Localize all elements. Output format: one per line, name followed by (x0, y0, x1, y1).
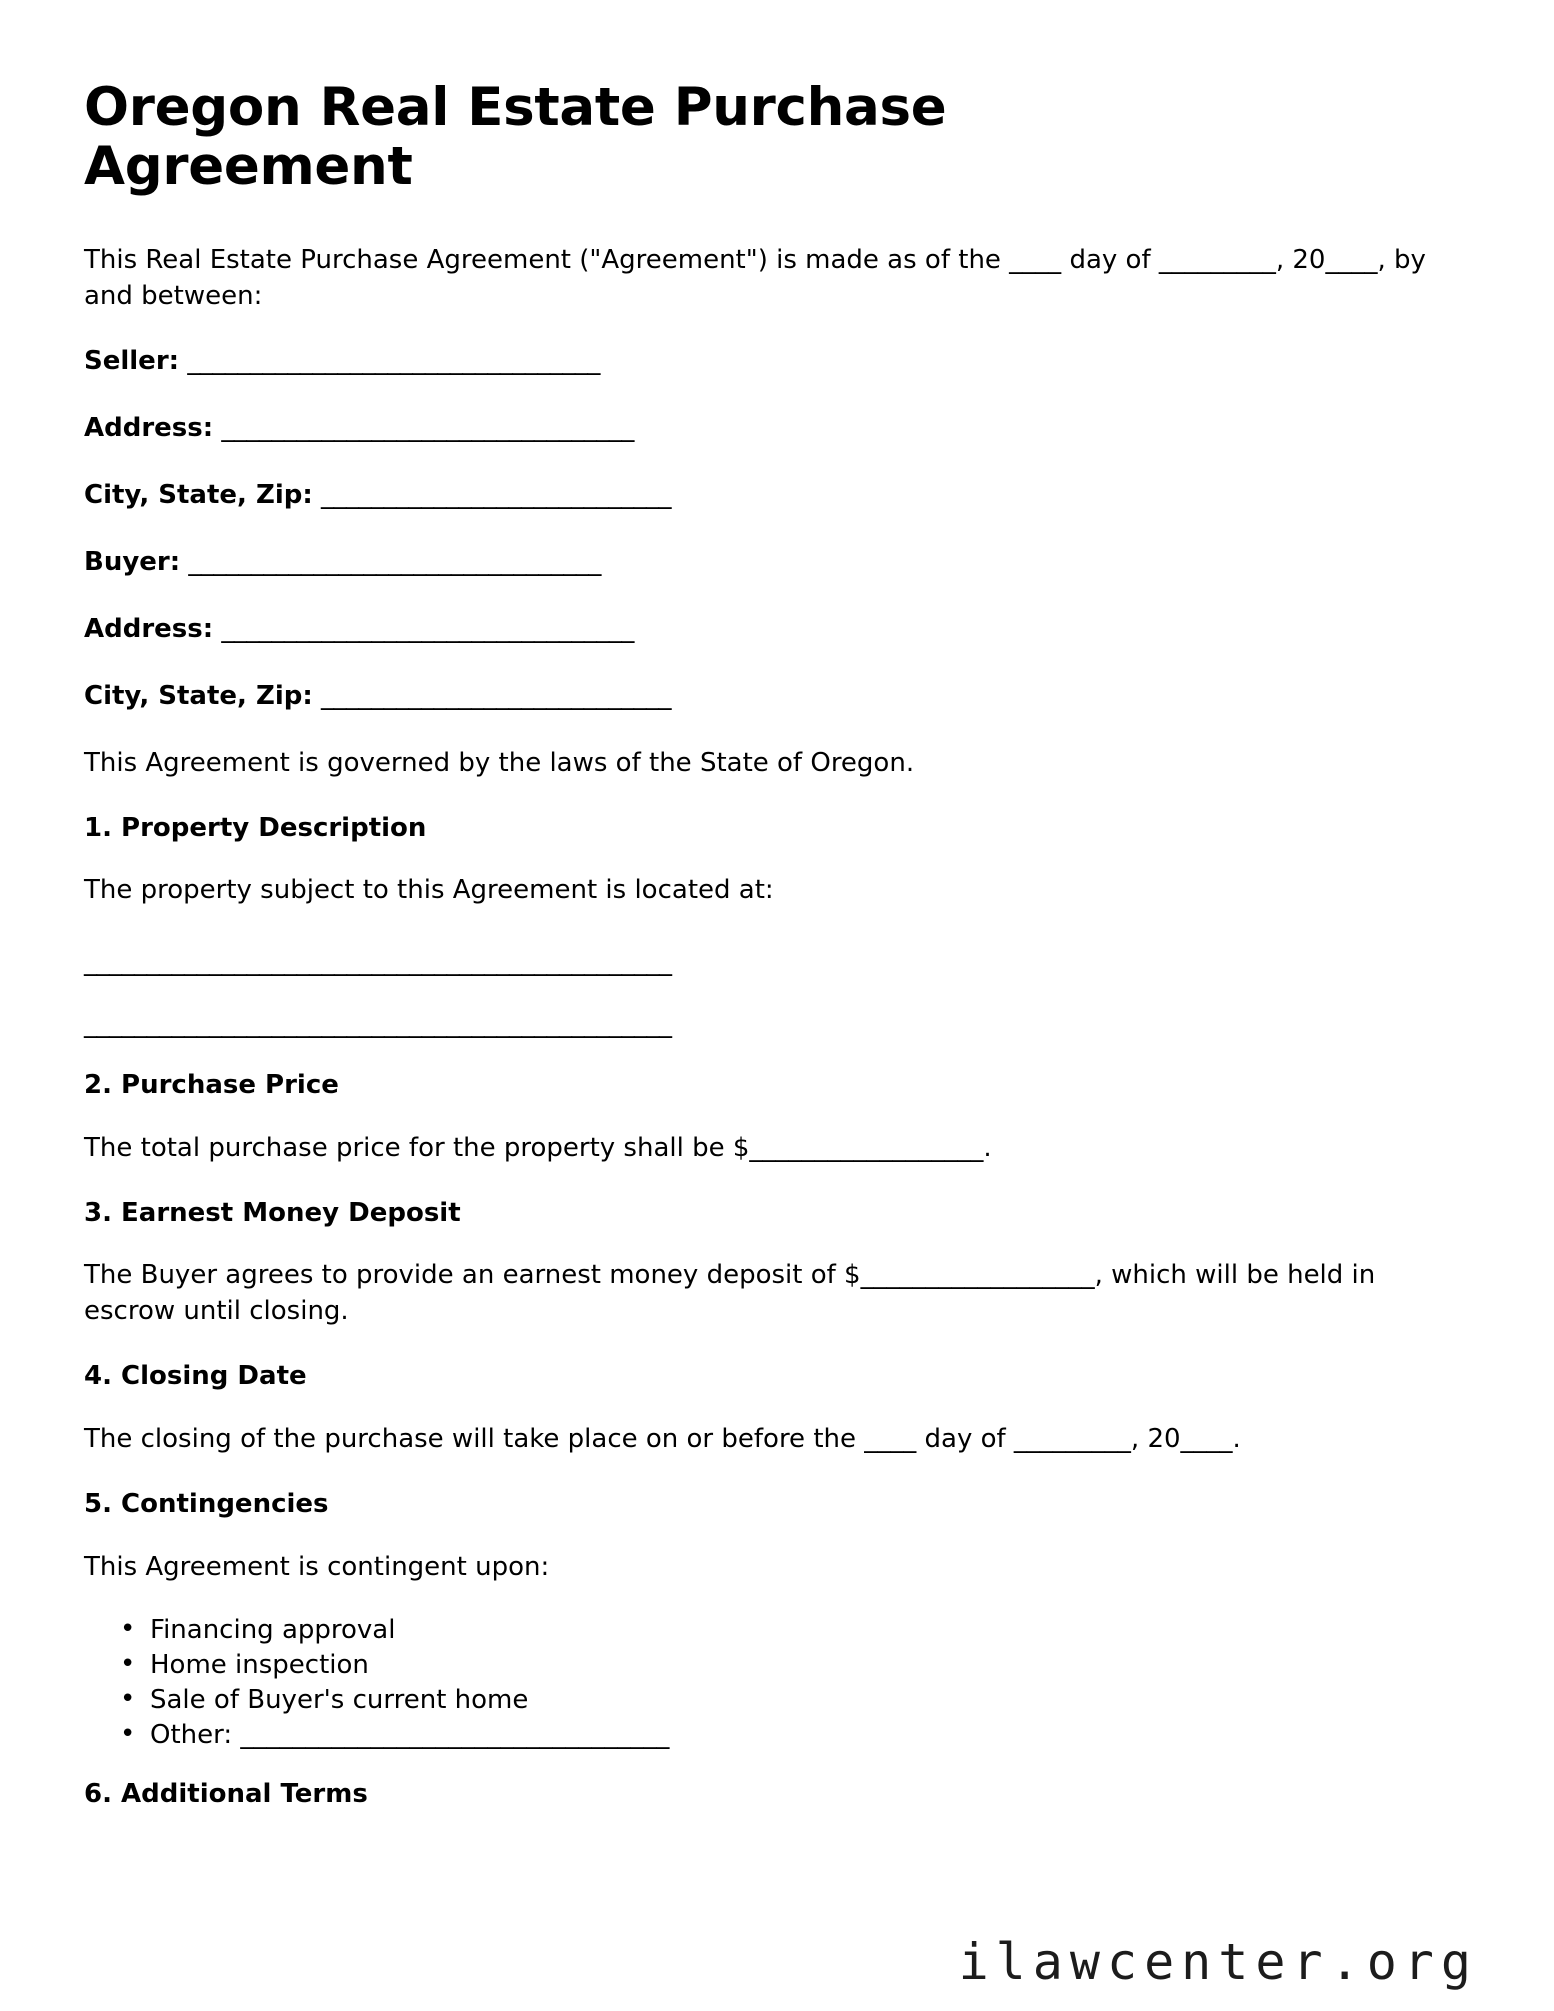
section-body-purchase-price: The total purchase price for the property shall be $__________________. (84, 1132, 992, 1163)
field-seller (84, 344, 1470, 380)
field-seller-city-state-zip (84, 478, 1470, 514)
governing-law-paragraph: This Agreement is governed by the laws of the State of Oregon. (84, 747, 915, 778)
field-seller-address-label: Address: (84, 413, 214, 444)
list-item[interactable]: • Other: _________________________________ (150, 1721, 1470, 1750)
field-buyer-city-state-zip-blank[interactable]: ____________________________ (321, 680, 672, 711)
section-heading-additional-terms: 6. Additional Terms (84, 1779, 368, 1810)
field-seller-address-blank[interactable]: _________________________________ (221, 413, 634, 444)
section-body-property-description: The property subject to this Agreement is located at: (84, 875, 774, 906)
section-heading-purchase-price: 2. Purchase Price (84, 1070, 339, 1101)
section-heading-property-description: 1. Property Description (84, 812, 427, 843)
section-body-earnest-money-deposit: The Buyer agrees to provide an earnest money deposit of $__________________, which will be held in escrow until closing. (84, 1260, 1376, 1327)
section-body-contingencies: This Agreement is contingent upon: (84, 1551, 550, 1582)
field-buyer (84, 545, 1470, 581)
page-title: Oregon Real Estate Purchase Agreement (84, 77, 947, 198)
field-buyer-address-blank[interactable]: _________________________________ (221, 613, 634, 644)
field-buyer-address-label: Address: (84, 613, 214, 644)
field-buyer-address (84, 612, 1470, 648)
property-description-blank-line-1[interactable]: _______________________________________________ (84, 947, 672, 978)
field-seller-city-state-zip-blank[interactable]: ____________________________ (321, 480, 672, 511)
list-item[interactable]: • Financing approval (150, 1616, 1470, 1645)
field-seller-blank[interactable]: _________________________________ (187, 346, 600, 377)
field-buyer-label: Buyer: (84, 547, 181, 578)
field-buyer-city-state-zip-label: City, State, Zip: (84, 680, 313, 711)
property-description-blank-line-2[interactable]: _______________________________________________ (84, 1009, 672, 1040)
list-item[interactable]: • Sale of Buyer's current home (150, 1686, 1470, 1715)
watermark: ilawcenter.org (958, 1933, 1478, 1991)
section-heading-earnest-money-deposit: 3. Earnest Money Deposit (84, 1197, 461, 1228)
field-buyer-city-state-zip (84, 679, 1470, 715)
intro-paragraph: This Real Estate Purchase Agreement ("Agreement") is made as of the ____ day of _________, 20____, by and between: (84, 244, 1426, 311)
field-buyer-blank[interactable]: _________________________________ (188, 547, 601, 578)
field-seller-address (84, 411, 1470, 447)
section-heading-closing-date: 4. Closing Date (84, 1361, 307, 1392)
list-item[interactable]: • Home inspection (150, 1651, 1470, 1680)
field-seller-city-state-zip-label: City, State, Zip: (84, 480, 313, 511)
field-seller-label: Seller: (84, 346, 180, 377)
contingency-list (84, 1616, 1470, 1750)
section-body-closing-date: The closing of the purchase will take place on or before the ____ day of _________, 20____. (84, 1424, 1241, 1455)
section-heading-contingencies: 5. Contingencies (84, 1488, 329, 1519)
